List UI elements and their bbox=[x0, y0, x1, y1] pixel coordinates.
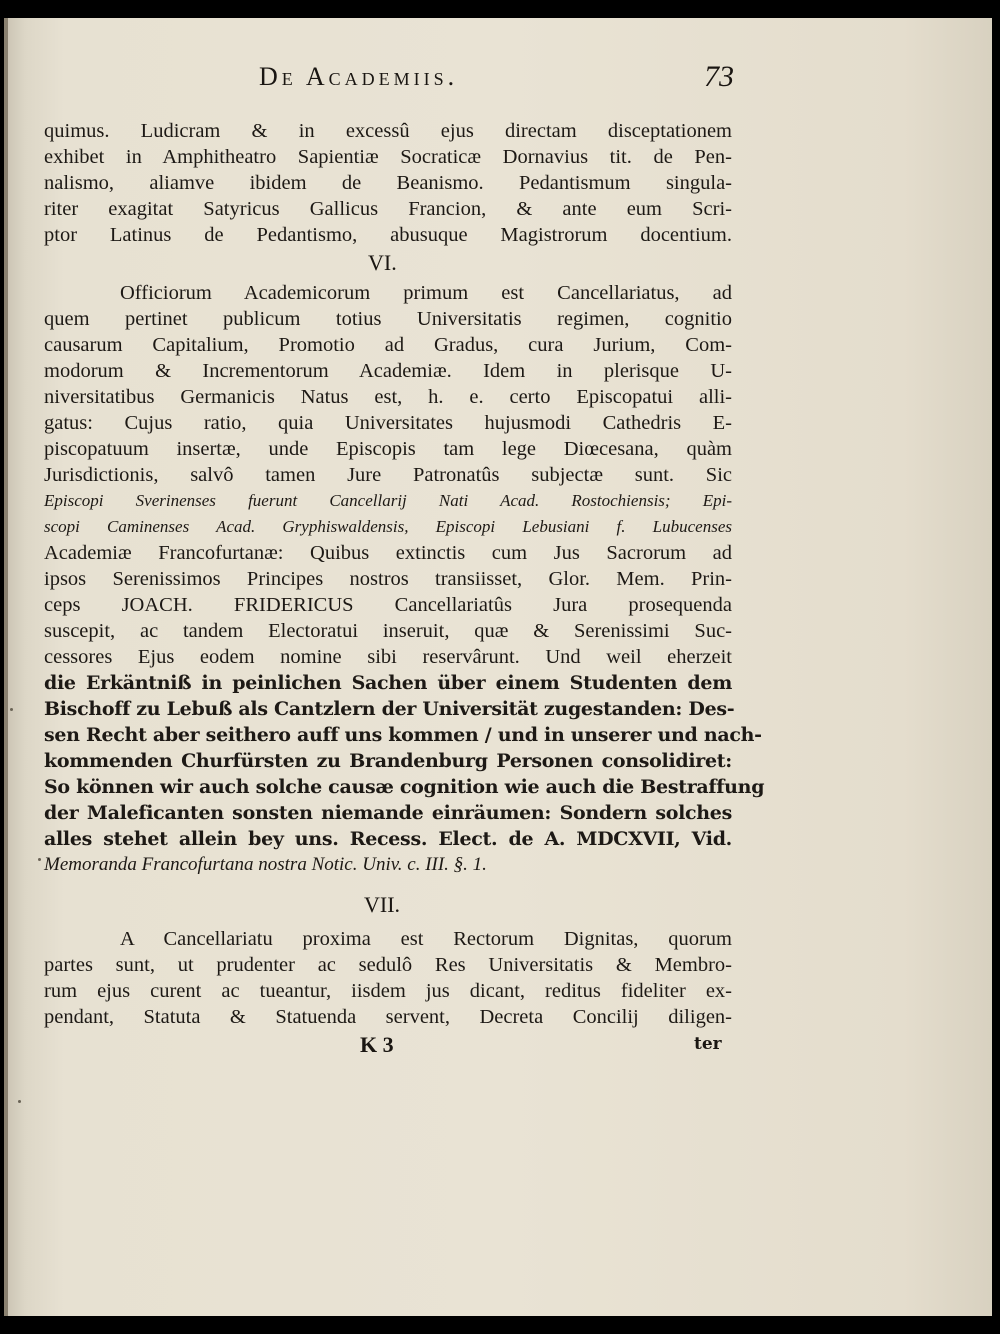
section-heading-vii: VII. bbox=[364, 892, 401, 917]
text-line: kommenden Churfürsten zu Brandenburg Personen consolidiret: bbox=[44, 750, 732, 772]
text-line: alles stehet allein bey uns. Recess. Elect. de A. MDCXVII, Vid. bbox=[44, 828, 732, 850]
text-line: der Maleficanten sonsten niemande einräumen: Sondern solches bbox=[44, 802, 732, 824]
catchword: ter bbox=[694, 1034, 722, 1054]
running-title: De Academiis. bbox=[259, 62, 459, 91]
text-line: ipsos Serenissimos Principes nostros transiisset, Glor. Mem. Prin- bbox=[44, 568, 732, 590]
text-line: cessores Ejus eodem nomine sibi reservârunt. Und weil eherzeit bbox=[44, 646, 732, 668]
text-line: rum ejus curent ac tueantur, iisdem jus dicant, reditus fideliter ex- bbox=[44, 980, 732, 1002]
text-line: A Cancellariatu proxima est Rectorum Dignitas, quorum bbox=[120, 928, 732, 950]
text-line: modorum & Incrementorum Academiæ. Idem in plerisque U- bbox=[44, 360, 732, 382]
text-line: causarum Capitalium, Promotio ad Gradus, cura Jurium, Com- bbox=[44, 334, 732, 356]
text-line: gatus: Cujus ratio, quia Universitates hujusmodi Cathedris E- bbox=[44, 412, 732, 434]
text-line: exhibet in Amphitheatro Sapientiæ Socraticæ Dornavius tit. de Pen- bbox=[44, 146, 732, 168]
page-gutter bbox=[4, 18, 8, 1316]
page-speck bbox=[38, 858, 41, 861]
text-line: riter exagitat Satyricus Gallicus Francion, & ante eum Scri- bbox=[44, 198, 732, 220]
text-line: ptor Latinus de Pedantismo, abusuque Magistrorum docentium. bbox=[44, 224, 732, 246]
text-line: die Erkäntniß in peinlichen Sachen über einem Studenten dem bbox=[44, 672, 732, 694]
page-speck bbox=[18, 1100, 21, 1103]
page-number: 73 bbox=[704, 60, 734, 93]
text-line: pendant, Statuta & Statuenda servent, Decreta Concilij diligen- bbox=[44, 1006, 732, 1028]
text-line: Memoranda Francofurtana nostra Notic. Univ. c. III. §. 1. bbox=[44, 854, 487, 875]
text-line: Episcopi Sverinenses fuerunt Cancellarij Nati Acad. Rostochiensis; Epi- bbox=[44, 491, 732, 510]
text-line: nalismo, aliamve ibidem de Beanismo. Pedantismum singula- bbox=[44, 172, 732, 194]
text-line: Academiæ Francofurtanæ: Quibus extinctis cum Jus Sacrorum ad bbox=[44, 542, 732, 564]
text-line: Jurisdictionis, salvô tamen Jure Patronatûs subjectæ sunt. Sic bbox=[44, 464, 732, 486]
text-line: Officiorum Academicorum primum est Cancellariatus, ad bbox=[120, 282, 732, 304]
text-line: scopi Caminenses Acad. Gryphiswaldensis, Episcopi Lebusiani f. Lubucenses bbox=[44, 517, 732, 536]
text-line: piscopatuum insertæ, unde Episcopis tam lege Diœcesana, quàm bbox=[44, 438, 732, 460]
text-line: ceps JOACH. FRIDERICUS Cancellariatûs Jura prosequenda bbox=[44, 594, 732, 616]
text-line: sen Recht aber seithero auff uns kommen / und in unserer und nach- bbox=[44, 724, 762, 746]
page-speck bbox=[10, 708, 13, 711]
signature-mark: K 3 bbox=[360, 1032, 394, 1057]
text-line: quem pertinet publicum totius Universitatis regimen, cognitio bbox=[44, 308, 732, 330]
text-line: quimus. Ludicram & in excessû ejus directam disceptationem bbox=[44, 120, 732, 142]
text-line: suscepit, ac tandem Electoratui inseruit, quæ & Serenissimi Suc- bbox=[44, 620, 732, 642]
text-line: So können wir auch solche causæ cognition wie auch die Bestraffung bbox=[44, 776, 765, 798]
text-line: niversitatibus Germanicis Natus est, h. e. certo Episcopatui alli- bbox=[44, 386, 732, 408]
book-page bbox=[4, 18, 992, 1316]
text-line: partes sunt, ut prudenter ac sedulô Res Universitatis & Membro- bbox=[44, 954, 732, 976]
section-heading-vi: VI. bbox=[368, 250, 397, 275]
text-line: Bischoff zu Lebuß als Cantzlern der Universität zugestanden: Des- bbox=[44, 698, 735, 720]
